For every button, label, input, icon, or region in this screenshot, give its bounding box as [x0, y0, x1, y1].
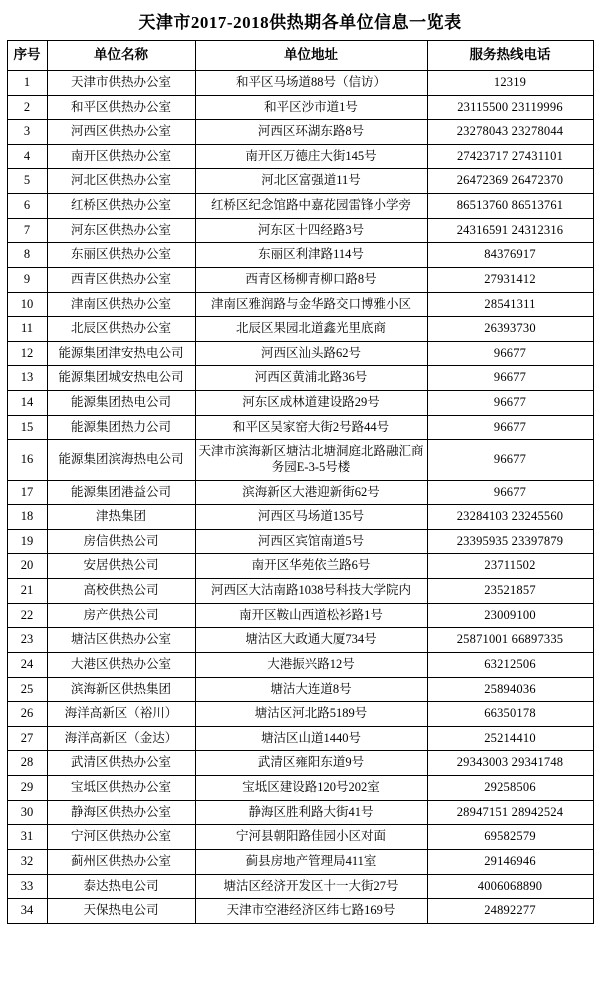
cell-index: 3 — [7, 120, 47, 145]
cell-index: 24 — [7, 652, 47, 677]
cell-hotline: 23278043 23278044 — [427, 120, 593, 145]
cell-unit-address: 河东区成林道建设路29号 — [195, 391, 427, 416]
cell-index: 2 — [7, 95, 47, 120]
cell-unit-name: 能源集团滨海热电公司 — [47, 440, 195, 480]
cell-hotline: 29146946 — [427, 849, 593, 874]
table-row — [7, 292, 593, 317]
cell-hotline: 27423717 27431101 — [427, 144, 593, 169]
cell-index: 31 — [7, 825, 47, 850]
cell-hotline: 84376917 — [427, 243, 593, 268]
table-row — [7, 677, 593, 702]
table-row — [7, 366, 593, 391]
cell-unit-address: 东丽区利津路114号 — [195, 243, 427, 268]
cell-index: 34 — [7, 899, 47, 924]
cell-unit-name: 能源集团津安热电公司 — [47, 341, 195, 366]
cell-index: 6 — [7, 194, 47, 219]
cell-unit-name: 宁河区供热办公室 — [47, 825, 195, 850]
cell-unit-address: 河西区大沽南路1038号科技大学院内 — [195, 579, 427, 604]
cell-unit-address: 静海区胜利路大街41号 — [195, 800, 427, 825]
cell-unit-address: 宁河县朝阳路佳园小区对面 — [195, 825, 427, 850]
cell-unit-address: 河北区富强道11号 — [195, 169, 427, 194]
cell-unit-address: 宝坻区建设路120号202室 — [195, 776, 427, 801]
cell-unit-name: 北辰区供热办公室 — [47, 317, 195, 342]
column-header-name: 单位名称 — [47, 41, 195, 71]
cell-hotline: 12319 — [427, 70, 593, 95]
cell-unit-name: 津热集团 — [47, 505, 195, 530]
cell-hotline: 25894036 — [427, 677, 593, 702]
table-row — [7, 218, 593, 243]
cell-unit-name: 津南区供热办公室 — [47, 292, 195, 317]
table-row — [7, 267, 593, 292]
table-row — [7, 440, 593, 480]
table-row — [7, 120, 593, 145]
cell-hotline: 29258506 — [427, 776, 593, 801]
cell-unit-address: 塘沽区河北路5189号 — [195, 702, 427, 727]
page-title: 天津市2017-2018供热期各单位信息一览表 — [138, 13, 462, 32]
cell-index: 20 — [7, 554, 47, 579]
cell-unit-name: 红桥区供热办公室 — [47, 194, 195, 219]
table-row — [7, 899, 593, 924]
cell-index: 22 — [7, 603, 47, 628]
cell-hotline: 66350178 — [427, 702, 593, 727]
cell-unit-name: 南开区供热办公室 — [47, 144, 195, 169]
cell-unit-name: 武清区供热办公室 — [47, 751, 195, 776]
table-row — [7, 169, 593, 194]
cell-unit-name: 海洋高新区（金达） — [47, 726, 195, 751]
table-row — [7, 529, 593, 554]
table-row — [7, 849, 593, 874]
table-row — [7, 243, 593, 268]
table-row — [7, 95, 593, 120]
cell-hotline: 27931412 — [427, 267, 593, 292]
table-row — [7, 652, 593, 677]
cell-hotline: 63212506 — [427, 652, 593, 677]
table-row — [7, 415, 593, 440]
cell-index: 29 — [7, 776, 47, 801]
cell-hotline: 26393730 — [427, 317, 593, 342]
table-row — [7, 579, 593, 604]
cell-index: 15 — [7, 415, 47, 440]
cell-index: 25 — [7, 677, 47, 702]
cell-hotline: 96677 — [427, 440, 593, 480]
cell-unit-address: 塘沽区山道1440号 — [195, 726, 427, 751]
cell-unit-address: 塘沽区经济开发区十一大街27号 — [195, 874, 427, 899]
cell-unit-address: 天津市滨海新区塘沽北塘洞庭北路融汇商务园E-3-5号楼 — [195, 440, 427, 480]
cell-unit-address: 红桥区纪念馆路中嘉花园雷锋小学旁 — [195, 194, 427, 219]
cell-index: 30 — [7, 800, 47, 825]
table-row — [7, 800, 593, 825]
table-row — [7, 776, 593, 801]
cell-unit-name: 河北区供热办公室 — [47, 169, 195, 194]
table-header-row — [7, 41, 593, 71]
cell-index: 18 — [7, 505, 47, 530]
cell-unit-address: 河西区马场道135号 — [195, 505, 427, 530]
cell-unit-address: 南开区鞍山西道松衫路1号 — [195, 603, 427, 628]
cell-unit-name: 泰达热电公司 — [47, 874, 195, 899]
cell-index: 17 — [7, 480, 47, 505]
cell-index: 12 — [7, 341, 47, 366]
cell-unit-name: 天津市供热办公室 — [47, 70, 195, 95]
cell-unit-name: 河西区供热办公室 — [47, 120, 195, 145]
cell-hotline: 96677 — [427, 341, 593, 366]
cell-unit-address: 北辰区果园北道鑫光里底商 — [195, 317, 427, 342]
table-row — [7, 480, 593, 505]
cell-unit-address: 南开区华苑依兰路6号 — [195, 554, 427, 579]
cell-unit-address: 河西区宾馆南道5号 — [195, 529, 427, 554]
cell-index: 10 — [7, 292, 47, 317]
cell-unit-address: 滨海新区大港迎新街62号 — [195, 480, 427, 505]
cell-index: 19 — [7, 529, 47, 554]
cell-unit-address: 和平区马场道88号（信访） — [195, 70, 427, 95]
cell-index: 23 — [7, 628, 47, 653]
table-row — [7, 505, 593, 530]
table-row — [7, 317, 593, 342]
table-row — [7, 194, 593, 219]
cell-index: 26 — [7, 702, 47, 727]
table-row — [7, 751, 593, 776]
cell-unit-name: 静海区供热办公室 — [47, 800, 195, 825]
cell-unit-name: 海洋高新区（裕川） — [47, 702, 195, 727]
cell-hotline: 29343003 29341748 — [427, 751, 593, 776]
cell-index: 11 — [7, 317, 47, 342]
cell-unit-address: 河东区十四经路3号 — [195, 218, 427, 243]
cell-unit-name: 河东区供热办公室 — [47, 218, 195, 243]
cell-unit-name: 和平区供热办公室 — [47, 95, 195, 120]
cell-index: 7 — [7, 218, 47, 243]
cell-hotline: 23115500 23119996 — [427, 95, 593, 120]
cell-unit-name: 西青区供热办公室 — [47, 267, 195, 292]
cell-unit-address: 大港振兴路12号 — [195, 652, 427, 677]
cell-unit-name: 房产供热公司 — [47, 603, 195, 628]
table-row — [7, 874, 593, 899]
cell-hotline: 4006068890 — [427, 874, 593, 899]
cell-hotline: 96677 — [427, 415, 593, 440]
cell-hotline: 25214410 — [427, 726, 593, 751]
heating-units-table — [7, 40, 594, 924]
cell-unit-name: 能源集团城安热电公司 — [47, 366, 195, 391]
cell-unit-address: 河西区汕头路62号 — [195, 341, 427, 366]
cell-unit-name: 安居供热公司 — [47, 554, 195, 579]
table-row — [7, 628, 593, 653]
table-row — [7, 341, 593, 366]
cell-index: 9 — [7, 267, 47, 292]
cell-unit-name: 蓟州区供热办公室 — [47, 849, 195, 874]
cell-index: 5 — [7, 169, 47, 194]
cell-hotline: 96677 — [427, 366, 593, 391]
column-header-address: 单位地址 — [195, 41, 427, 71]
table-row — [7, 144, 593, 169]
cell-unit-name: 天保热电公司 — [47, 899, 195, 924]
cell-unit-name: 能源集团热电公司 — [47, 391, 195, 416]
cell-hotline: 69582579 — [427, 825, 593, 850]
cell-index: 8 — [7, 243, 47, 268]
table-row — [7, 391, 593, 416]
cell-unit-name: 能源集团热力公司 — [47, 415, 195, 440]
cell-unit-name: 东丽区供热办公室 — [47, 243, 195, 268]
cell-hotline: 23284103 23245560 — [427, 505, 593, 530]
cell-unit-name: 滨海新区供热集团 — [47, 677, 195, 702]
cell-hotline: 24316591 24312316 — [427, 218, 593, 243]
cell-unit-address: 和平区沙市道1号 — [195, 95, 427, 120]
table-row — [7, 70, 593, 95]
cell-hotline: 96677 — [427, 480, 593, 505]
cell-unit-address: 天津市空港经济区纬七路169号 — [195, 899, 427, 924]
cell-index: 32 — [7, 849, 47, 874]
table-body — [7, 70, 593, 923]
cell-unit-name: 大港区供热办公室 — [47, 652, 195, 677]
cell-unit-name: 高校供热公司 — [47, 579, 195, 604]
cell-unit-name: 能源集团港益公司 — [47, 480, 195, 505]
column-header-hotline: 服务热线电话 — [427, 41, 593, 71]
cell-unit-address: 河西区环湖东路8号 — [195, 120, 427, 145]
cell-hotline: 23521857 — [427, 579, 593, 604]
cell-unit-address: 西青区杨柳青柳口路8号 — [195, 267, 427, 292]
cell-hotline: 24892277 — [427, 899, 593, 924]
cell-hotline: 23395935 23397879 — [427, 529, 593, 554]
cell-hotline: 26472369 26472370 — [427, 169, 593, 194]
cell-unit-address: 河西区黄浦北路36号 — [195, 366, 427, 391]
table-header — [7, 41, 593, 71]
cell-hotline: 28947151 28942524 — [427, 800, 593, 825]
cell-unit-address: 塘沽大连道8号 — [195, 677, 427, 702]
cell-index: 4 — [7, 144, 47, 169]
cell-index: 28 — [7, 751, 47, 776]
cell-hotline: 23711502 — [427, 554, 593, 579]
table-row — [7, 603, 593, 628]
column-header-index: 序号 — [7, 41, 47, 71]
cell-unit-address: 塘沽区大政通大厦734号 — [195, 628, 427, 653]
cell-hotline: 28541311 — [427, 292, 593, 317]
cell-unit-name: 房信供热公司 — [47, 529, 195, 554]
table-row — [7, 554, 593, 579]
cell-index: 14 — [7, 391, 47, 416]
cell-unit-address: 南开区万德庄大街145号 — [195, 144, 427, 169]
cell-index: 16 — [7, 440, 47, 480]
cell-unit-name: 塘沽区供热办公室 — [47, 628, 195, 653]
cell-index: 13 — [7, 366, 47, 391]
table-row — [7, 825, 593, 850]
cell-index: 21 — [7, 579, 47, 604]
table-row — [7, 726, 593, 751]
cell-index: 27 — [7, 726, 47, 751]
cell-hotline: 25871001 66897335 — [427, 628, 593, 653]
cell-unit-address: 武清区雍阳东道9号 — [195, 751, 427, 776]
cell-index: 1 — [7, 70, 47, 95]
cell-unit-address: 津南区雅润路与金华路交口博雅小区 — [195, 292, 427, 317]
cell-hotline: 96677 — [427, 391, 593, 416]
cell-hotline: 86513760 86513761 — [427, 194, 593, 219]
table-row — [7, 702, 593, 727]
cell-unit-address: 蓟县房地产管理局411室 — [195, 849, 427, 874]
cell-index: 33 — [7, 874, 47, 899]
cell-unit-name: 宝坻区供热办公室 — [47, 776, 195, 801]
cell-hotline: 23009100 — [427, 603, 593, 628]
cell-unit-address: 和平区吴家窑大街2号路44号 — [195, 415, 427, 440]
